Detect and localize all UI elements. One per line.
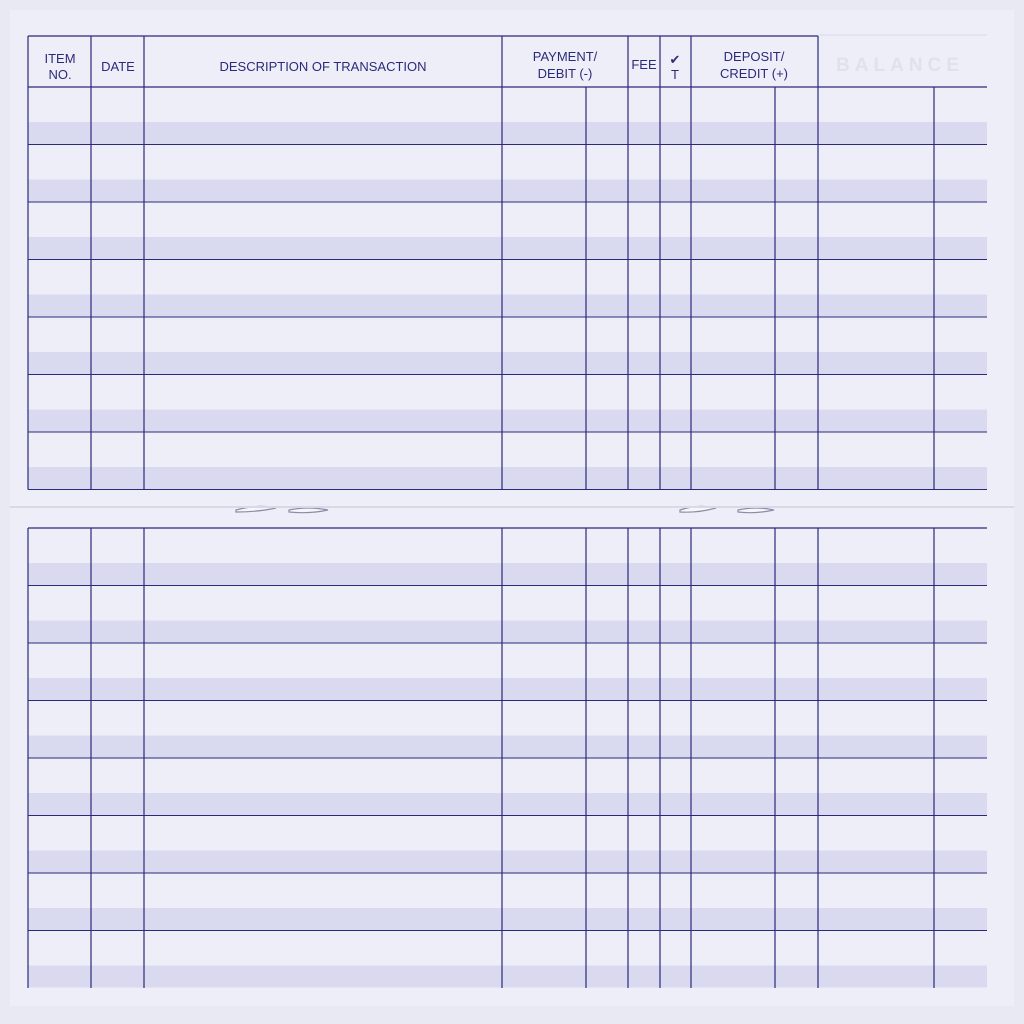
header-item-no-line1: ITEM	[44, 51, 76, 66]
staple-icon	[289, 508, 328, 513]
staple-icon	[738, 508, 774, 513]
header-description: DESCRIPTION OF TRANSACTION	[219, 59, 427, 74]
row-stripe	[28, 352, 987, 374]
row-stripe	[28, 966, 987, 988]
page-fold	[10, 506, 1014, 508]
row-stripe	[28, 678, 987, 700]
register-header	[44, 49, 963, 82]
header-check-t: T	[671, 67, 679, 82]
header-payment-line1: PAYMENT/	[532, 49, 598, 64]
header-fee: FEE	[631, 57, 657, 72]
row-stripes	[28, 122, 987, 988]
row-stripe	[28, 122, 987, 144]
row-stripe	[28, 180, 987, 202]
row-stripe	[28, 736, 987, 758]
row-stripe	[28, 908, 987, 930]
header-item-no-line2: NO.	[48, 67, 72, 82]
header-date: DATE	[101, 59, 135, 74]
row-stripe	[28, 793, 987, 815]
header-check-mark-icon: ✔	[669, 52, 681, 67]
row-stripe	[28, 621, 987, 643]
row-stripe	[28, 851, 987, 873]
header-balance: BALANCE	[836, 55, 964, 76]
row-stripe	[28, 237, 987, 259]
row-stripe	[28, 467, 987, 489]
header-deposit-line1: DEPOSIT/	[723, 49, 785, 64]
header-deposit-line2: CREDIT (+)	[719, 66, 789, 81]
row-stripe	[28, 295, 987, 317]
header-payment-line2: DEBIT (-)	[537, 66, 593, 81]
row-stripe	[28, 410, 987, 432]
register-grid	[28, 35, 987, 988]
row-stripe	[28, 563, 987, 585]
